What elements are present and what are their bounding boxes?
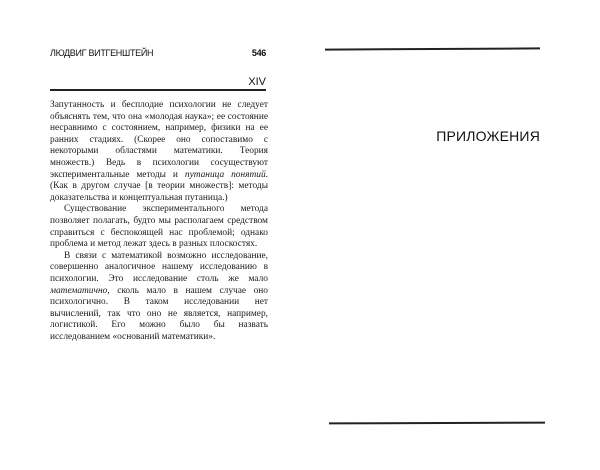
text-run: Запутанность и бесплодие психологии не следует объяснять тем, что она «молодая наука»; ее состояние несравнимо с состоянием, например, физики на ее ранних стадиях. (Скорее оно сопоставимо с некоторыми областями математики. Теория множеств.) Ведь в психологии сосуществуют экспериментальные методы и	[50, 100, 268, 180]
section-number: XIV	[248, 76, 266, 88]
italic-run: математично	[50, 285, 108, 296]
appendices-title: ПРИЛОЖЕНИЯ	[436, 128, 540, 144]
header-rule	[50, 89, 266, 91]
text-run: Существование экспериментального метода позволяет полагать, будто мы располагаем средством справиться с беспокоящей нас проблемой; однако проблема и метод лежат здесь в разных плоскостях.	[50, 204, 268, 250]
paragraph-1	[50, 100, 268, 204]
paragraph-2	[50, 204, 268, 250]
text-run: . (Как в другом случае [в теории множеств]: методы доказательства и концептуальная путаница.)	[50, 169, 268, 203]
italic-run: путаница понятий	[184, 169, 266, 180]
text-run: В связи с математикой возможно исследование, совершенно аналогичное нашему исследованию в психологии. Это исследование столь же мало	[50, 250, 268, 284]
page-number: 546	[251, 48, 266, 58]
top-rule	[325, 47, 540, 50]
right-page	[300, 0, 600, 470]
text-run: , сколь мало в нашем случае оно психологично. В таком исследовании нет вычислений, так что оно не является, например, логистикой. Его можно было бы назвать исследованием «оснований математики».	[50, 285, 268, 342]
bottom-rule	[329, 422, 545, 424]
body-text	[50, 100, 268, 343]
running-header-author: ЛЮДВИГ ВИТГЕНШТЕЙН	[50, 48, 154, 58]
paragraph-3	[50, 251, 268, 344]
